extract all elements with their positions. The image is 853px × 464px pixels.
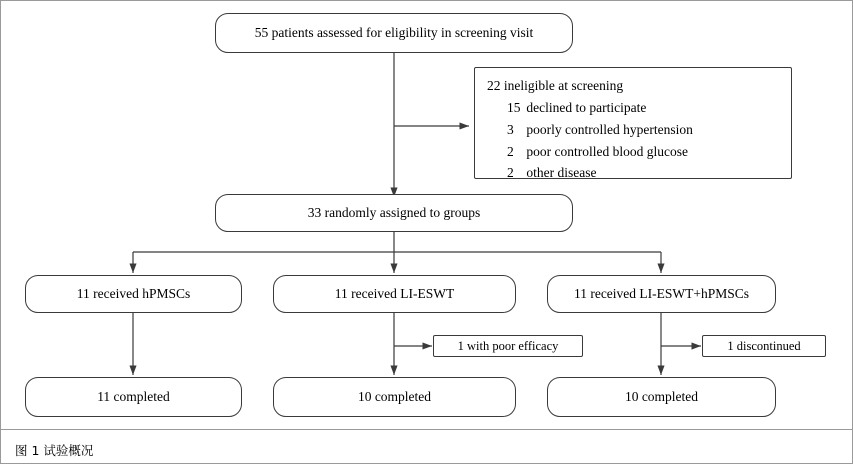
exclusion-item	[487, 119, 781, 141]
exclusion-header: 22 ineligible at screening	[487, 78, 624, 93]
exclusion-item-label: declined to participate	[526, 99, 647, 115]
node-arm2-completed-label: 10 completed	[357, 388, 432, 404]
node-arm2-label: 11 received LI-ESWT	[334, 285, 455, 301]
exclusion-box	[474, 67, 792, 179]
node-arm3-completed-label: 10 completed	[624, 388, 699, 404]
note-arm3-label: 1 discontinued	[727, 338, 801, 353]
exclusion-item-count: 2	[507, 143, 514, 159]
node-screening-label: 55 patients assessed for eligibility in screening visit	[254, 24, 534, 40]
node-arm1	[25, 275, 242, 313]
node-arm2-completed	[273, 377, 516, 417]
node-arm1-completed-label: 11 completed	[97, 388, 170, 404]
node-screening	[215, 13, 573, 53]
exclusion-item-label: other disease	[526, 165, 597, 181]
node-randomized-label: 33 randomly assigned to groups	[307, 204, 481, 220]
note-arm2-label: 1 with poor efficacy	[457, 338, 559, 353]
exclusion-item	[487, 97, 781, 119]
node-randomized	[215, 194, 573, 232]
exclusion-item	[487, 141, 781, 163]
node-arm2	[273, 275, 516, 313]
note-arm2-poor-efficacy	[433, 335, 583, 357]
exclusion-item-count: 15	[507, 99, 521, 115]
node-arm1-label: 11 received hPMSCs	[76, 285, 191, 301]
node-arm1-completed	[25, 377, 242, 417]
exclusion-item-count: 3	[507, 121, 514, 137]
exclusion-item	[487, 162, 781, 184]
caption-divider	[1, 429, 852, 430]
node-arm3	[547, 275, 776, 313]
node-arm3-completed	[547, 377, 776, 417]
exclusion-item-label: poor controlled blood glucose	[526, 143, 688, 159]
node-arm3-label: 11 received LI-ESWT+hPMSCs	[573, 285, 750, 301]
figure-caption: 图 1 试验概况	[15, 443, 94, 458]
exclusion-item-label: poorly controlled hypertension	[526, 121, 693, 137]
note-arm3-discontinued	[702, 335, 826, 357]
exclusion-item-count: 2	[507, 165, 514, 181]
